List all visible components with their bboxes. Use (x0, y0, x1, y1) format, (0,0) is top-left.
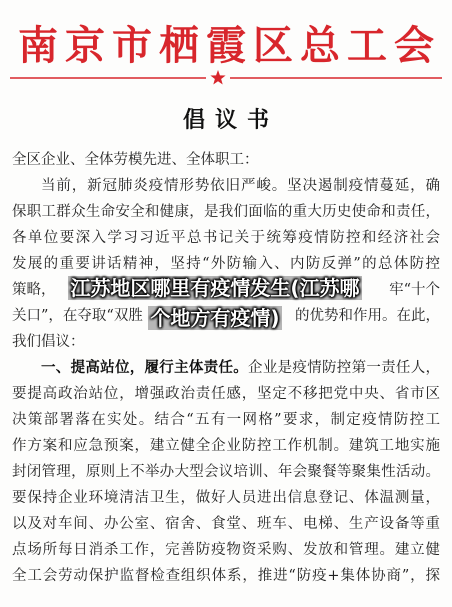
body-line: 点场所每日消杀工作，完善防疫物资采购、发放和管理。建立健 (12, 542, 440, 558)
body-line-fragment-left: 关口”，在夺取“双胜 (12, 308, 143, 324)
item-first-line (12, 355, 440, 381)
body-line: 全工会劳动保护监督检查组织体系，推进“防疫+集体协商”，探 (12, 568, 440, 584)
body-line: 当前，新冠肺炎疫情形势依旧严峻。坚决遏制疫情蔓延，确 (41, 178, 440, 194)
body-line: 保职工群众生命安全和健康，是我们面临的重大历史使命和责任， (12, 204, 440, 220)
item-heading: 一、提高站位，履行主体责任。 (41, 359, 249, 376)
body-line-fragment-right: 的优势和作用。在此， (295, 308, 440, 324)
headline-text: 个地方有疫情) (150, 306, 280, 330)
headline-text: 江苏地区哪里有疫情发生(江苏哪 (70, 276, 360, 300)
header-divider (0, 68, 452, 88)
body-line: 以及对车间、办公室、宿舍、食堂、班车、电梯、生产设备等重 (12, 516, 440, 532)
headline-line (40, 303, 390, 333)
document-body (12, 147, 440, 589)
body-line: 要保持企业环境清洁卫生，做好人员进出信息登记、体温测量， (12, 490, 440, 506)
star-icon (210, 70, 225, 84)
body-line-fragment-right: 牢“十个 (389, 282, 440, 298)
proposal-intro: 我们倡议： (12, 334, 85, 350)
item-first-line-text: 企业是疫情防控第一责任人， (248, 360, 440, 376)
headline-line (40, 273, 390, 303)
organization-header: 南京市栖霞区总工会 (18, 22, 434, 69)
body-line-fragment-left: 策略， (12, 282, 56, 298)
body-line: 决策部署落在实处。结合“五有一网格”要求，制定疫情防控工 (12, 412, 440, 428)
body-line: 各单位要深入学习习近平总书记关于统筹疫情防控和经济社会 (12, 230, 440, 246)
document-title: 倡议书 (182, 107, 279, 133)
body-line: 封闭管理，原则上不举办大型会议培训、年会聚餐等聚集性活动。 (12, 464, 440, 480)
body-line: 要提高政治站位，增强政治责任感，坚定不移把党中央、省市区 (12, 386, 440, 402)
body-line: 发展的重要讲话精神，坚持“外防输入、内防反弹”的总体防控 (12, 256, 440, 272)
salutation: 全区企业、全体劳模先进、全体职工： (12, 152, 259, 168)
headline-overlay (40, 273, 390, 333)
body-line: 作方案和应急预案，建立健全企业防控工作机制。建筑工地实施 (12, 438, 440, 454)
